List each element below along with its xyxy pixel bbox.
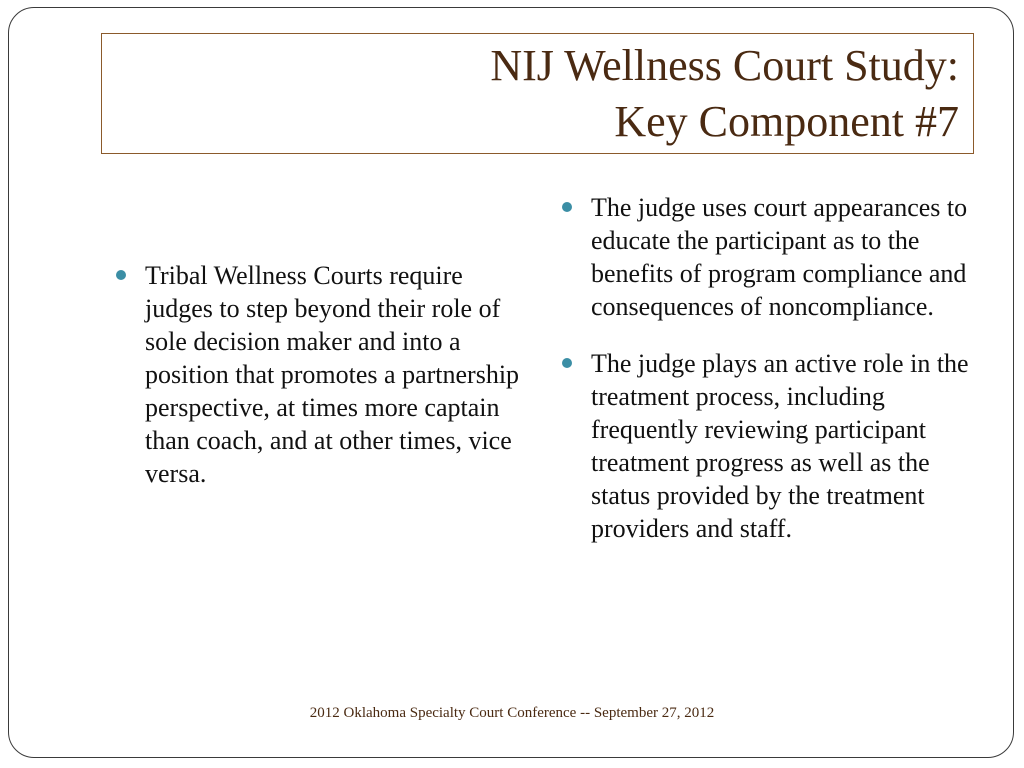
bullet-item xyxy=(114,259,524,490)
right-column xyxy=(560,191,970,569)
slide-title xyxy=(490,38,959,150)
bullet-text: Tribal Wellness Courts require judges to step beyond their role of sole decision maker and into a position that promotes a partnership perspective, at times more captain than coach, and at other times, vice versa. xyxy=(145,261,520,488)
left-column xyxy=(114,259,524,514)
slide-title-line-2: Key Component #7 xyxy=(614,97,959,146)
bullet-dot-icon xyxy=(562,358,572,368)
slide-footer: 2012 Oklahoma Specialty Court Conference -- September 27, 2012 xyxy=(309,705,715,721)
bullet-dot-icon xyxy=(116,270,126,280)
title-box xyxy=(101,33,974,154)
bullet-text: The judge plays an active role in the treatment process, including frequently reviewing participant treatment progress as well as the status provided by the treatment providers and staff. xyxy=(591,349,969,543)
bullet-item xyxy=(560,191,970,323)
bullet-dot-icon xyxy=(562,202,572,212)
bullet-item xyxy=(560,347,970,545)
bullet-text: The judge uses court appearances to educate the participant as to the benefits of program compliance and consequences of noncompliance. xyxy=(591,193,968,321)
slide-title-line-1: NIJ Wellness Court Study: xyxy=(490,41,959,90)
